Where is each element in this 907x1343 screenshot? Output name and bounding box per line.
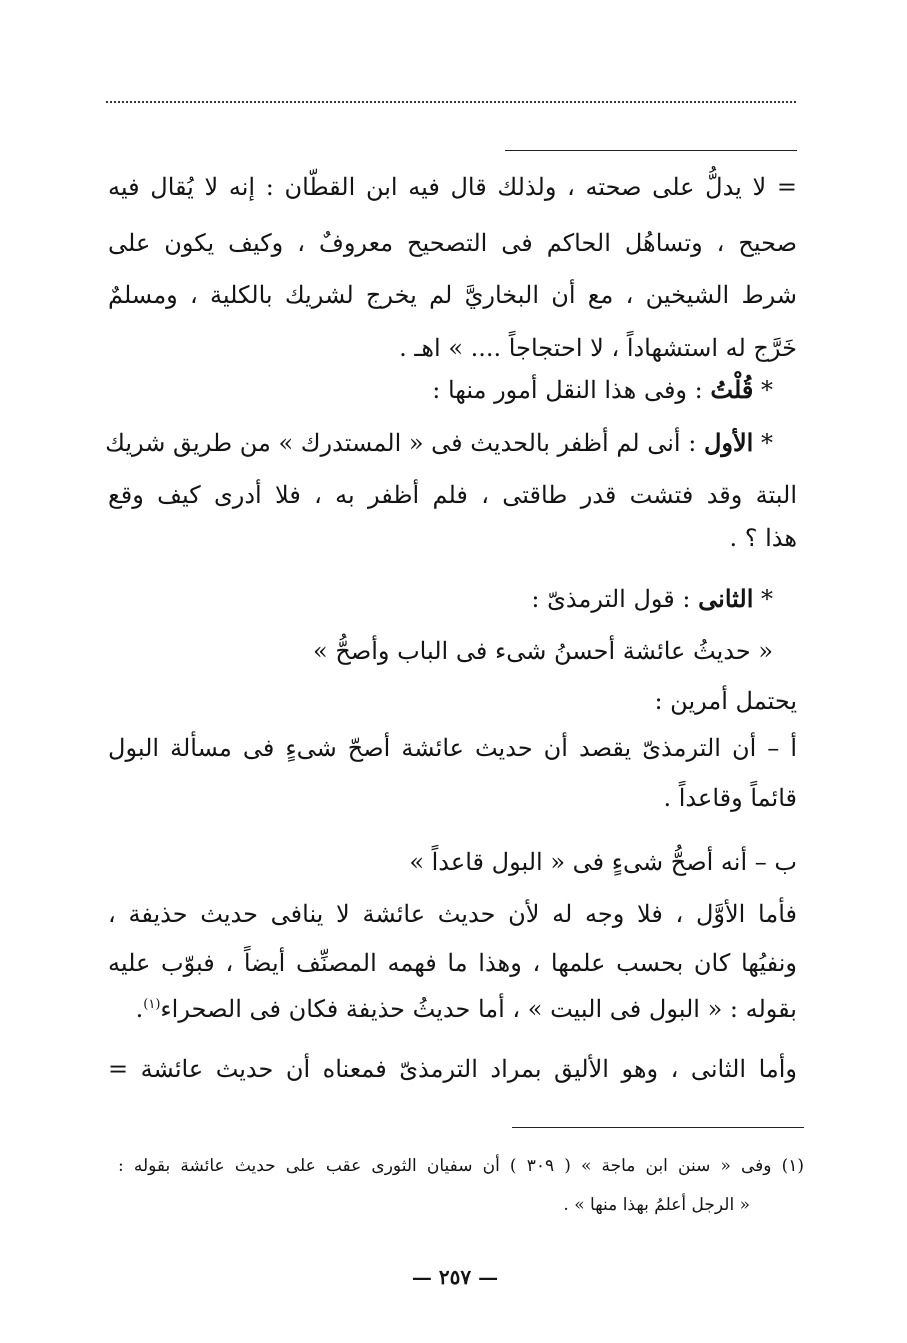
body-line-17-end: .	[135, 995, 144, 1023]
tirmidhi-quote: « حديثُ عائشة أحسنُ شىء فى الباب وأصحُّ »	[313, 637, 773, 665]
footnote-line-2: « الرجل أعلمُ بهذا منها » .	[563, 1195, 750, 1215]
footnote-marker: (١)	[143, 997, 161, 1012]
footnote-separator	[512, 1127, 804, 1128]
body-line-8: هذا ؟ .	[729, 524, 797, 552]
second-point-heading: الثانى	[698, 584, 754, 613]
body-line-16: ونفيُها كان بحسب علمها ، وهذا ما فهمه المصنِّف أيضاً ، فبوّب عليه	[108, 949, 797, 977]
header-dotted-line	[106, 101, 796, 103]
first-point-text: : أنى لم أظفر بالحديث فى « المستدرك » من طريق شريك	[105, 429, 697, 457]
bullet-star: *	[761, 429, 773, 457]
page-number: — ٢٥٧ —	[411, 1265, 499, 1289]
body-line-1: = لا يدلُّ على صحته ، ولذلك قال فيه ابن القطّان : إنه لا يُقال فيه	[108, 173, 797, 201]
body-line-2: صحيح ، وتساهُل الحاكم فى التصحيح معروفٌ ، وكيف يكون على	[108, 229, 797, 257]
qultu-paragraph	[108, 375, 773, 405]
option-a-line-1: أ – أن الترمذىّ يقصد أن حديث عائشة أصحّ شىءٍ فى مسألة البول	[108, 734, 797, 762]
body-line-7: البتة وقد فتشت قدر طاقتى ، فلم أظفر به ، فلا أدرى كيف وقع	[108, 481, 797, 509]
option-b-line: ب – أنه أصحُّ شىءٍ فى « البول قاعداً »	[409, 848, 797, 876]
bullet-star: *	[761, 585, 773, 613]
option-a-line-2: قائماً وقاعداً .	[663, 784, 797, 812]
qultu-heading: قُلْتُ	[710, 375, 754, 404]
body-line-17	[108, 994, 797, 1024]
bullet-star: *	[761, 376, 773, 404]
body-line-11: يحتمل أمرين :	[654, 687, 797, 715]
body-line-4: خَرَّج له استشهاداً ، لا احتجاجاً .... » اهـ .	[399, 334, 797, 362]
body-line-18: وأما الثانى ، وهو الأليق بمراد الترمذىّ فمعناه أن حديث عائشة =	[108, 1055, 797, 1083]
first-point-line	[105, 428, 773, 458]
body-line-17-text: بقوله : « البول فى البيت » ، أما حديثُ حذيفة فكان فى الصحراء	[160, 995, 797, 1023]
qultu-text: : وفى هذا النقل أمور منها :	[432, 376, 703, 404]
body-line-15: فأما الأوَّل ، فلا وجه له لأن حديث عائشة لا ينافى حديث حذيفة ،	[108, 900, 797, 928]
second-point-text: : قول الترمذىّ :	[531, 585, 691, 613]
first-point-heading: الأول	[703, 428, 754, 457]
continuation-rule	[505, 150, 797, 151]
second-point-line	[108, 584, 773, 614]
body-line-3: شرط الشيخين ، مع أن البخاريَّ لم يخرج لشريك بالكلية ، ومسلمٌ	[108, 281, 797, 309]
footnote-line-1: (١) وفى « سنن ابن ماجة » ( ٣٠٩ ) أن سفيان الثورى عقب على حديث عائشة بقوله :	[118, 1156, 804, 1176]
